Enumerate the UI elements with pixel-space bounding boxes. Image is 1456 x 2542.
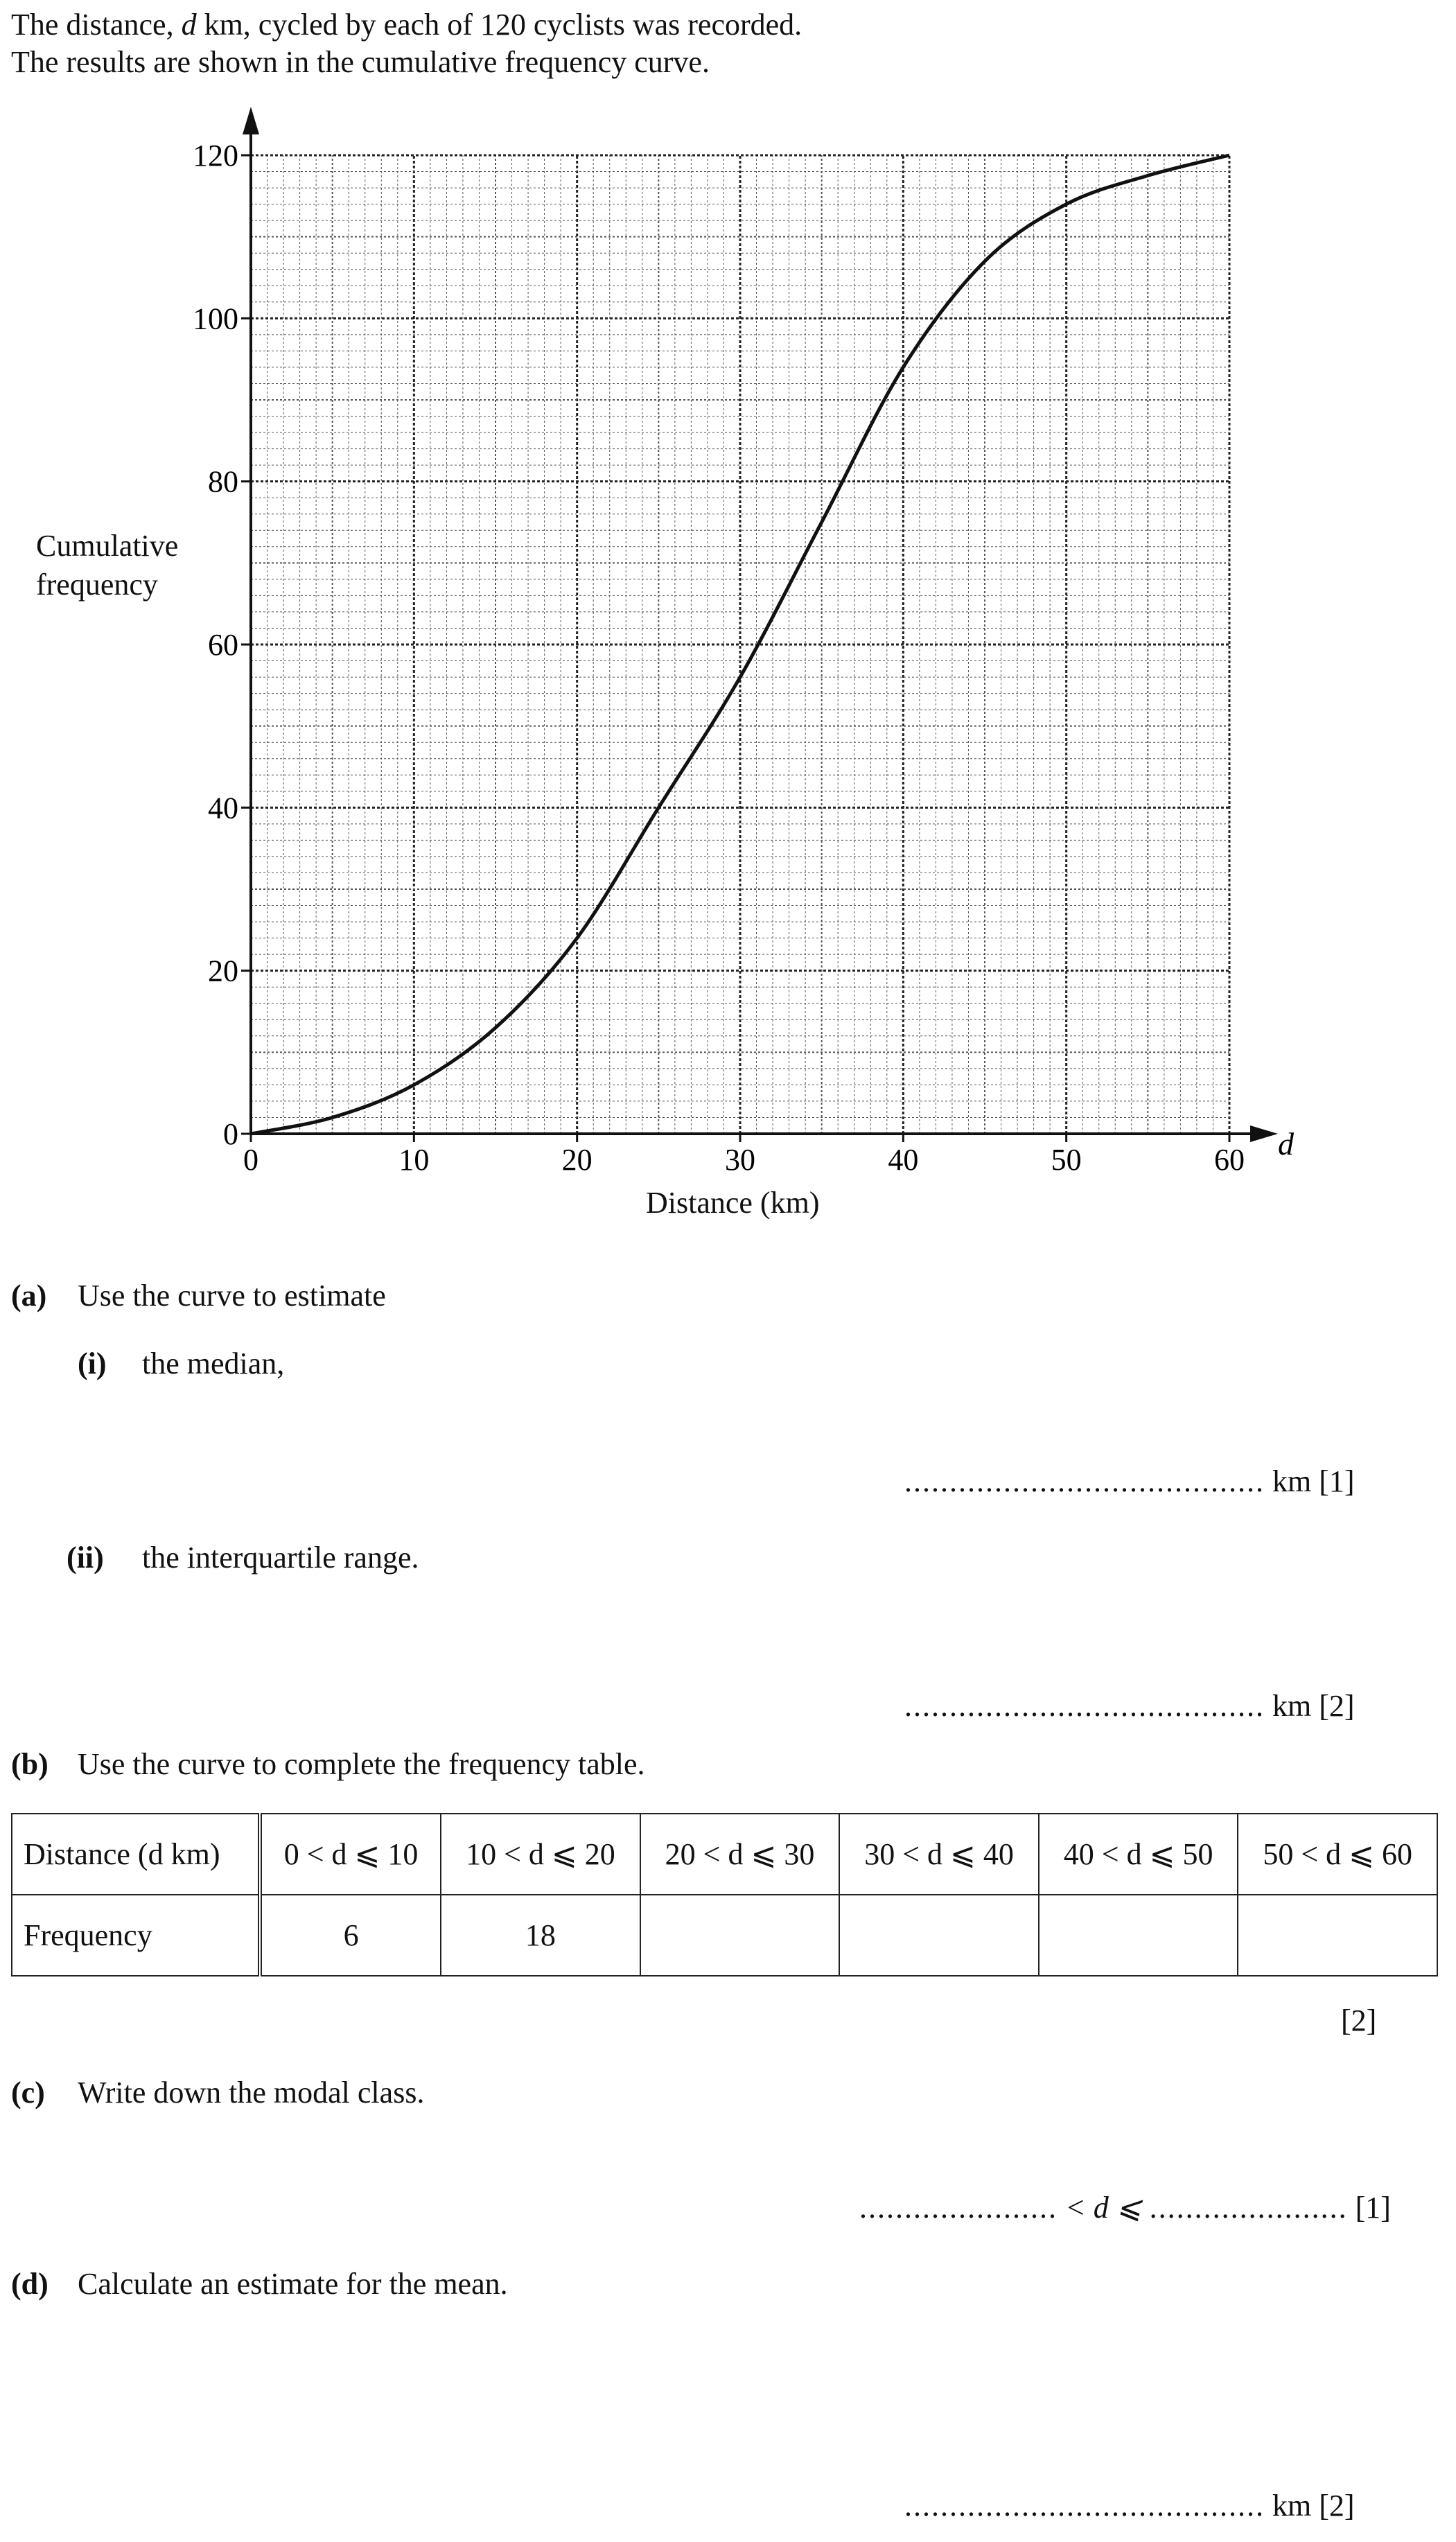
x-tick-label: 0 <box>243 1143 258 1177</box>
x-axis-variable: d <box>1278 1126 1294 1162</box>
answer-line-mean[interactable]: ........................................ km [2] <box>904 2489 1355 2523</box>
x-tick-label: 10 <box>398 1143 430 1177</box>
x-tick-label: 60 <box>1214 1143 1245 1177</box>
x-tick-label: 30 <box>725 1143 755 1177</box>
part-c-label: (c) <box>11 2076 45 2110</box>
part-a-i-text: the median, <box>142 1347 285 1380</box>
x-tick-label: 50 <box>1051 1143 1082 1177</box>
frequency-table <box>11 1813 1438 1976</box>
y-tick-label: 120 <box>193 139 238 173</box>
table-input-cell[interactable] <box>1039 1895 1238 1976</box>
part-a-i-label: (i) <box>78 1347 107 1380</box>
y-tick-label: 80 <box>208 464 238 499</box>
table-input-cell[interactable] <box>1238 1895 1437 1976</box>
y-tick-label: 0 <box>223 1117 238 1151</box>
x-tick-label: 40 <box>888 1143 919 1177</box>
cumulative-frequency-chart <box>0 0 1456 1247</box>
table-cell: Frequency <box>12 1895 260 1976</box>
x-axis-arrow-icon <box>1250 1125 1278 1142</box>
table-header-cell: 10 < d ⩽ 20 <box>441 1814 640 1895</box>
intro-line-1: The distance, d km, cycled by each of 120 cyclists was recorded. <box>11 8 802 42</box>
answer-line-modal-class[interactable]: ...................... < d ⩽ ...................... [1] <box>859 2191 1391 2225</box>
answer-line-median[interactable]: ........................................ km [1] <box>904 1464 1355 1498</box>
y-tick-label: 20 <box>208 954 238 988</box>
table-cell: 6 <box>260 1895 441 1976</box>
answer-line-iqr[interactable]: ........................................ km [2] <box>904 1689 1355 1723</box>
table-cell: 18 <box>441 1895 640 1976</box>
part-d-label: (d) <box>11 2267 49 2301</box>
y-tick-label: 60 <box>208 628 238 662</box>
part-a-ii-text: the interquartile range. <box>142 1541 419 1575</box>
table-header-cell: 40 < d ⩽ 50 <box>1039 1814 1238 1895</box>
y-axis-arrow-icon <box>243 107 259 134</box>
part-a-ii-label: (ii) <box>67 1541 104 1575</box>
part-a-label: (a) <box>11 1279 47 1313</box>
part-d-text: Calculate an estimate for the mean. <box>78 2267 508 2301</box>
part-a-text: Use the curve to estimate <box>78 1279 386 1313</box>
part-b-text: Use the curve to complete the frequency table. <box>78 1747 645 1781</box>
table-header-cell: Distance (d km) <box>12 1814 260 1895</box>
table-header-cell: 50 < d ⩽ 60 <box>1238 1814 1437 1895</box>
table-header-row <box>12 1814 1437 1895</box>
part-b-marks: [2] <box>1341 2004 1377 2037</box>
part-b-label: (b) <box>11 1747 49 1781</box>
x-tick-label: 20 <box>561 1143 593 1177</box>
table-input-cell[interactable] <box>839 1895 1039 1976</box>
table-input-cell[interactable] <box>640 1895 840 1976</box>
part-c-text: Write down the modal class. <box>78 2076 425 2110</box>
y-axis-label: Cumulative frequency <box>36 529 179 602</box>
x-axis-label: Distance (km) <box>646 1186 820 1220</box>
y-tick-label: 100 <box>193 301 238 336</box>
y-tick-label: 40 <box>208 791 238 825</box>
table-header-cell: 30 < d ⩽ 40 <box>839 1814 1039 1895</box>
table-row <box>12 1895 1437 1976</box>
intro-line-2: The results are shown in the cumulative frequency curve. <box>11 45 710 79</box>
table-header-cell: 0 < d ⩽ 10 <box>260 1814 441 1895</box>
table-header-cell: 20 < d ⩽ 30 <box>640 1814 840 1895</box>
